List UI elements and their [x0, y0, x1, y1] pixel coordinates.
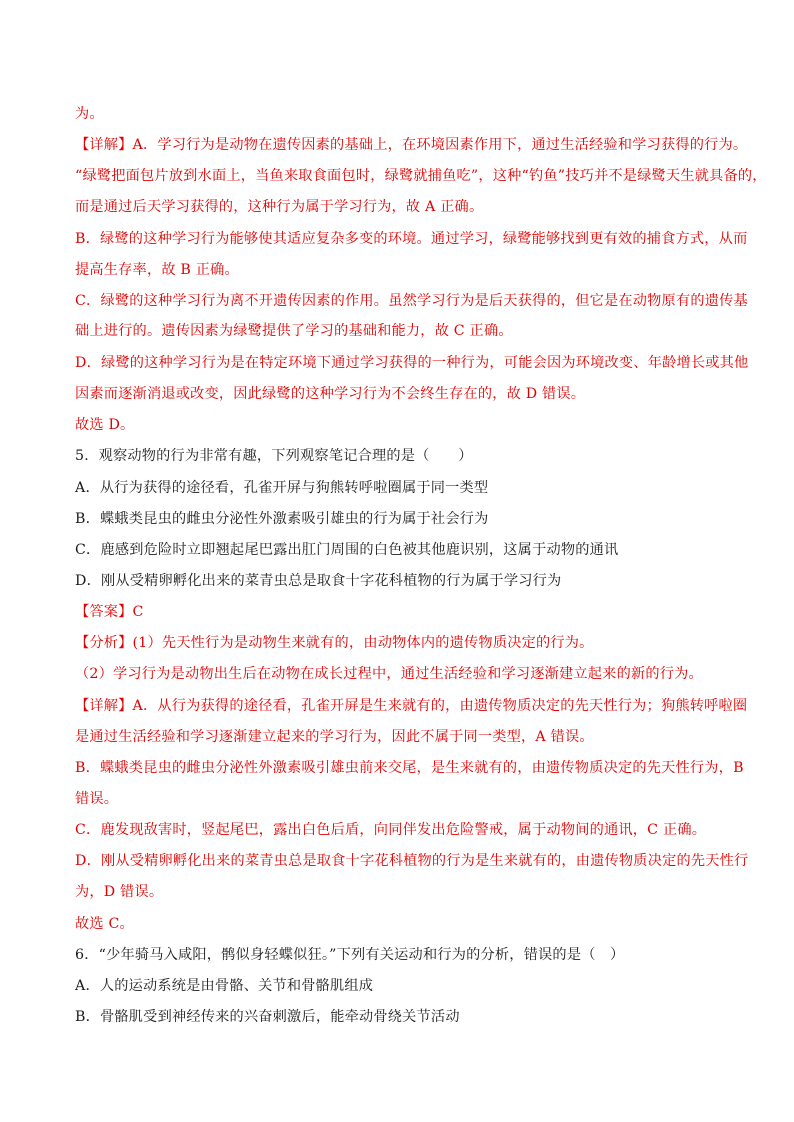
text-line: B．绿鹭的这种学习行为能够使其适应复杂多变的环境。通过学习，绿鹭能够找到更有效的捕食方式，从而	[75, 231, 748, 247]
question-stem: 6．“少年骑马入咸阳，鹘似身轻蝶似狂。”下列有关运动和行为的分析，错误的是（ ）	[75, 947, 625, 963]
text-line: 错误。	[75, 791, 119, 807]
question-option: A．从行为获得的途径看，孔雀开屏与狗熊转呼啦圈属于同一类型	[75, 480, 489, 496]
text-line: C．绿鹭的这种学习行为离不开遗传因素的作用。虽然学习行为是后天获得的，但它是在动物原有的遗传基	[75, 293, 748, 309]
text-line: 【详解】A．学习行为是动物在遗传因素的基础上，在环境因素作用下，通过生活经验和学习获得的行为。	[75, 137, 748, 153]
question-option: B．骨骼肌受到神经传来的兴奋刺激后，能牵动骨绕关节活动	[75, 1009, 460, 1025]
text-line: 【分析】(1）先天性行为是动物生来就有的，由动物体内的遗传物质决定的行为。	[75, 635, 594, 651]
text-line: B．蝶蛾类昆虫的雌虫分泌性外激素吸引雄虫前来交尾，是生来就有的，由遗传物质决定的先天性行为，B	[75, 760, 744, 776]
text-line: 因素而逐渐消退或改变，因此绿鹭的这种学习行为不会终生存在的，故 D 错误。	[75, 386, 586, 402]
text-line: 是通过生活经验和学习逐渐建立起来的学习行为，因此不属于同一类型，A 错误。	[75, 729, 594, 745]
text-line: 础上进行的。遗传因素为绿鹭提供了学习的基础和能力，故 C 正确。	[75, 323, 513, 339]
text-line: 【详解】A．从行为获得的途径看，孔雀开屏是生来就有的，由遗传物质决定的先天性行为；狗熊转呼啦圈	[75, 698, 748, 714]
text-line: 提高生存率，故 B 正确。	[75, 262, 239, 278]
text-line: 为。	[75, 106, 104, 122]
question-option: A．人的运动系统是由骨骼、关节和骨骼肌组成	[75, 978, 374, 994]
text-line: 为，D 错误。	[75, 884, 164, 900]
question-option: B．蝶蛾类昆虫的雌虫分泌性外激素吸引雄虫的行为属于社会行为	[75, 511, 489, 527]
text-line: （2）学习行为是动物出生后在动物在成长过程中，通过生活经验和学习逐渐建立起来的新的行为。	[75, 666, 703, 682]
answer-line: 【答案】C	[75, 604, 144, 620]
text-line: “绿鹭把面包片放到水面上，当鱼来取食面包时，绿鹭就捕鱼吃”，这种“钓鱼”技巧并不是绿鹭天生就具备的，	[75, 168, 767, 184]
text-line: D．绿鹭的这种学习行为是在特定环境下通过学习获得的一种行为，可能会因为环境改变、年龄增长或其他	[75, 355, 749, 371]
text-line: 而是通过后天学习获得的，这种行为属于学习行为，故 A 正确。	[75, 199, 484, 215]
text-line: 故选 C。	[75, 916, 134, 932]
question-option: C．鹿感到危险时立即翘起尾巴露出肛门周围的白色被其他鹿识别，这属于动物的通讯	[75, 542, 619, 558]
text-line: 故选 D。	[75, 417, 135, 433]
text-line: C．鹿发现敌害时，竖起尾巴，露出白色后盾，向同伴发出危险警戒，属于动物间的通讯，C 正确。	[75, 822, 707, 838]
question-option: D．刚从受精卵孵化出来的菜青虫总是取食十字花科植物的行为属于学习行为	[75, 573, 562, 589]
text-line: D．刚从受精卵孵化出来的菜青虫总是取食十字花科植物的行为是生来就有的，由遗传物质决定的先天性行	[75, 853, 749, 869]
question-stem: 5．观察动物的行为非常有趣，下列观察笔记合理的是（ ）	[75, 448, 473, 464]
